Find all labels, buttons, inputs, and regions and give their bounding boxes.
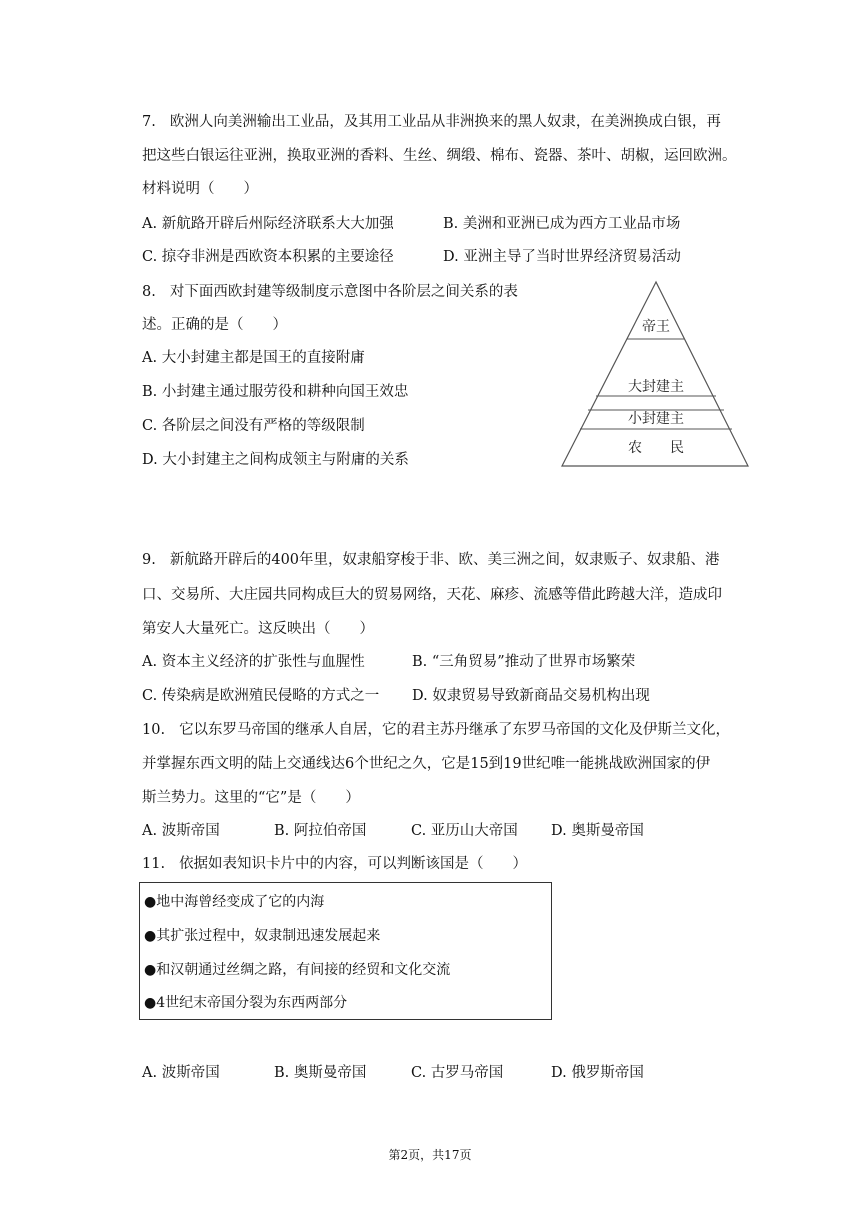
q9-option-b[interactable]: B. “三角贸易”推动了世界市场繁荣 [412, 654, 636, 670]
q8-line-1: 8. 对下面西欧封建等级制度示意图中各阶层之间关系的表 [142, 284, 518, 300]
q7-line-3: 材料说明（ ） [142, 181, 258, 197]
pyramid-outline [562, 282, 748, 466]
q11-option-a[interactable]: A. 波斯帝国 [142, 1065, 220, 1081]
page-footer: 第2页，共17页 [388, 1148, 472, 1162]
q10-option-d[interactable]: D. 奥斯曼帝国 [551, 823, 644, 839]
q11-option-c[interactable]: C. 古罗马帝国 [411, 1065, 504, 1081]
q9-option-d[interactable]: D. 奴隶贸易导致新商品交易机构出现 [412, 688, 650, 704]
card-item: ●其扩张过程中，奴隶制迅速发展起来 [144, 928, 381, 944]
q8-option-c[interactable]: C. 各阶层之间没有严格的等级限制 [142, 418, 365, 434]
q8-option-b[interactable]: B. 小封建主通过服劳役和耕种向国王效忠 [142, 384, 409, 400]
pyramid-level-peasants: 农 民 [628, 440, 684, 456]
card-item: ●地中海曾经变成了它的内海 [144, 894, 325, 910]
q10-number: 10. [142, 722, 166, 738]
q10-option-b[interactable]: B. 阿拉伯帝国 [274, 823, 367, 839]
q10-line-3: 斯兰势力。这里的“它”是（ ） [142, 790, 360, 806]
pyramid-level-great-lords: 大封建主 [628, 379, 684, 395]
q11-option-b[interactable]: B. 奥斯曼帝国 [274, 1065, 367, 1081]
q9-line-3: 第安人大量死亡。这反映出（ ） [142, 621, 374, 637]
q7-number: 7. [142, 114, 156, 130]
q9-line-1: 9. 新航路开辟后的400年里，奴隶船穿梭于非、欧、美三洲之间，奴隶贩子、奴隶船、港 [142, 552, 720, 568]
q7-option-d[interactable]: D. 亚洲主导了当时世界经济贸易活动 [443, 249, 681, 265]
pyramid-level-minor-lords: 小封建主 [628, 411, 684, 427]
q8-option-d[interactable]: D. 大小封建主之间构成领主与附庸的关系 [142, 452, 409, 468]
q7-option-c[interactable]: C. 掠夺非洲是西欧资本积累的主要途径 [142, 249, 394, 265]
q8-number: 8. [142, 284, 156, 300]
q10-line-2: 并掌握东西文明的陆上交通线达6个世纪之久，它是15到19世纪唯一能挑战欧洲国家的伊 [142, 756, 711, 772]
q7-option-b[interactable]: B. 美洲和亚洲已成为西方工业品市场 [443, 216, 681, 232]
q8-line-2: 述。正确的是（ ） [142, 317, 287, 333]
q11-option-d[interactable]: D. 俄罗斯帝国 [551, 1065, 644, 1081]
q7-line-1: 7. 欧洲人向美洲输出工业品，及其用工业品从非洲换来的黑人奴隶，在美洲换成白银，再 [142, 114, 721, 130]
feudal-hierarchy-pyramid [560, 280, 752, 472]
card-item: ●和汉朝通过丝绸之路，有间接的经贸和文化交流 [144, 962, 451, 978]
q8-option-a[interactable]: A. 大小封建主都是国王的直接附庸 [142, 350, 365, 366]
q10-line-1: 10. 它以东罗马帝国的继承人自居，它的君主苏丹继承了东罗马帝国的文化及伊斯兰文化， [142, 722, 731, 738]
card-item: ●4世纪末帝国分裂为东西两部分 [144, 995, 348, 1011]
q9-line-2: 口、交易所、大庄园共同构成巨大的贸易网络，天花、麻疹、流感等借此跨越大洋，造成印 [142, 587, 722, 603]
q9-number: 9. [142, 552, 156, 568]
q11-line-1: 11. 依据如表知识卡片中的内容，可以判断该国是（ ） [142, 856, 528, 872]
q10-option-c[interactable]: C. 亚历山大帝国 [411, 823, 518, 839]
knowledge-card [139, 882, 552, 1020]
pyramid-level-emperor: 帝王 [642, 319, 670, 335]
q9-option-a[interactable]: A. 资本主义经济的扩张性与血腥性 [142, 654, 365, 670]
q9-option-c[interactable]: C. 传染病是欧洲殖民侵略的方式之一 [142, 688, 380, 704]
q10-option-a[interactable]: A. 波斯帝国 [142, 823, 220, 839]
q11-number: 11. [142, 856, 166, 872]
q7-option-a[interactable]: A. 新航路开辟后州际经济联系大大加强 [142, 216, 394, 232]
q7-line-2: 把这些白银运往亚洲，换取亚洲的香料、生丝、绸缎、棉布、瓷器、茶叶、胡椒，运回欧洲。 [142, 148, 737, 164]
